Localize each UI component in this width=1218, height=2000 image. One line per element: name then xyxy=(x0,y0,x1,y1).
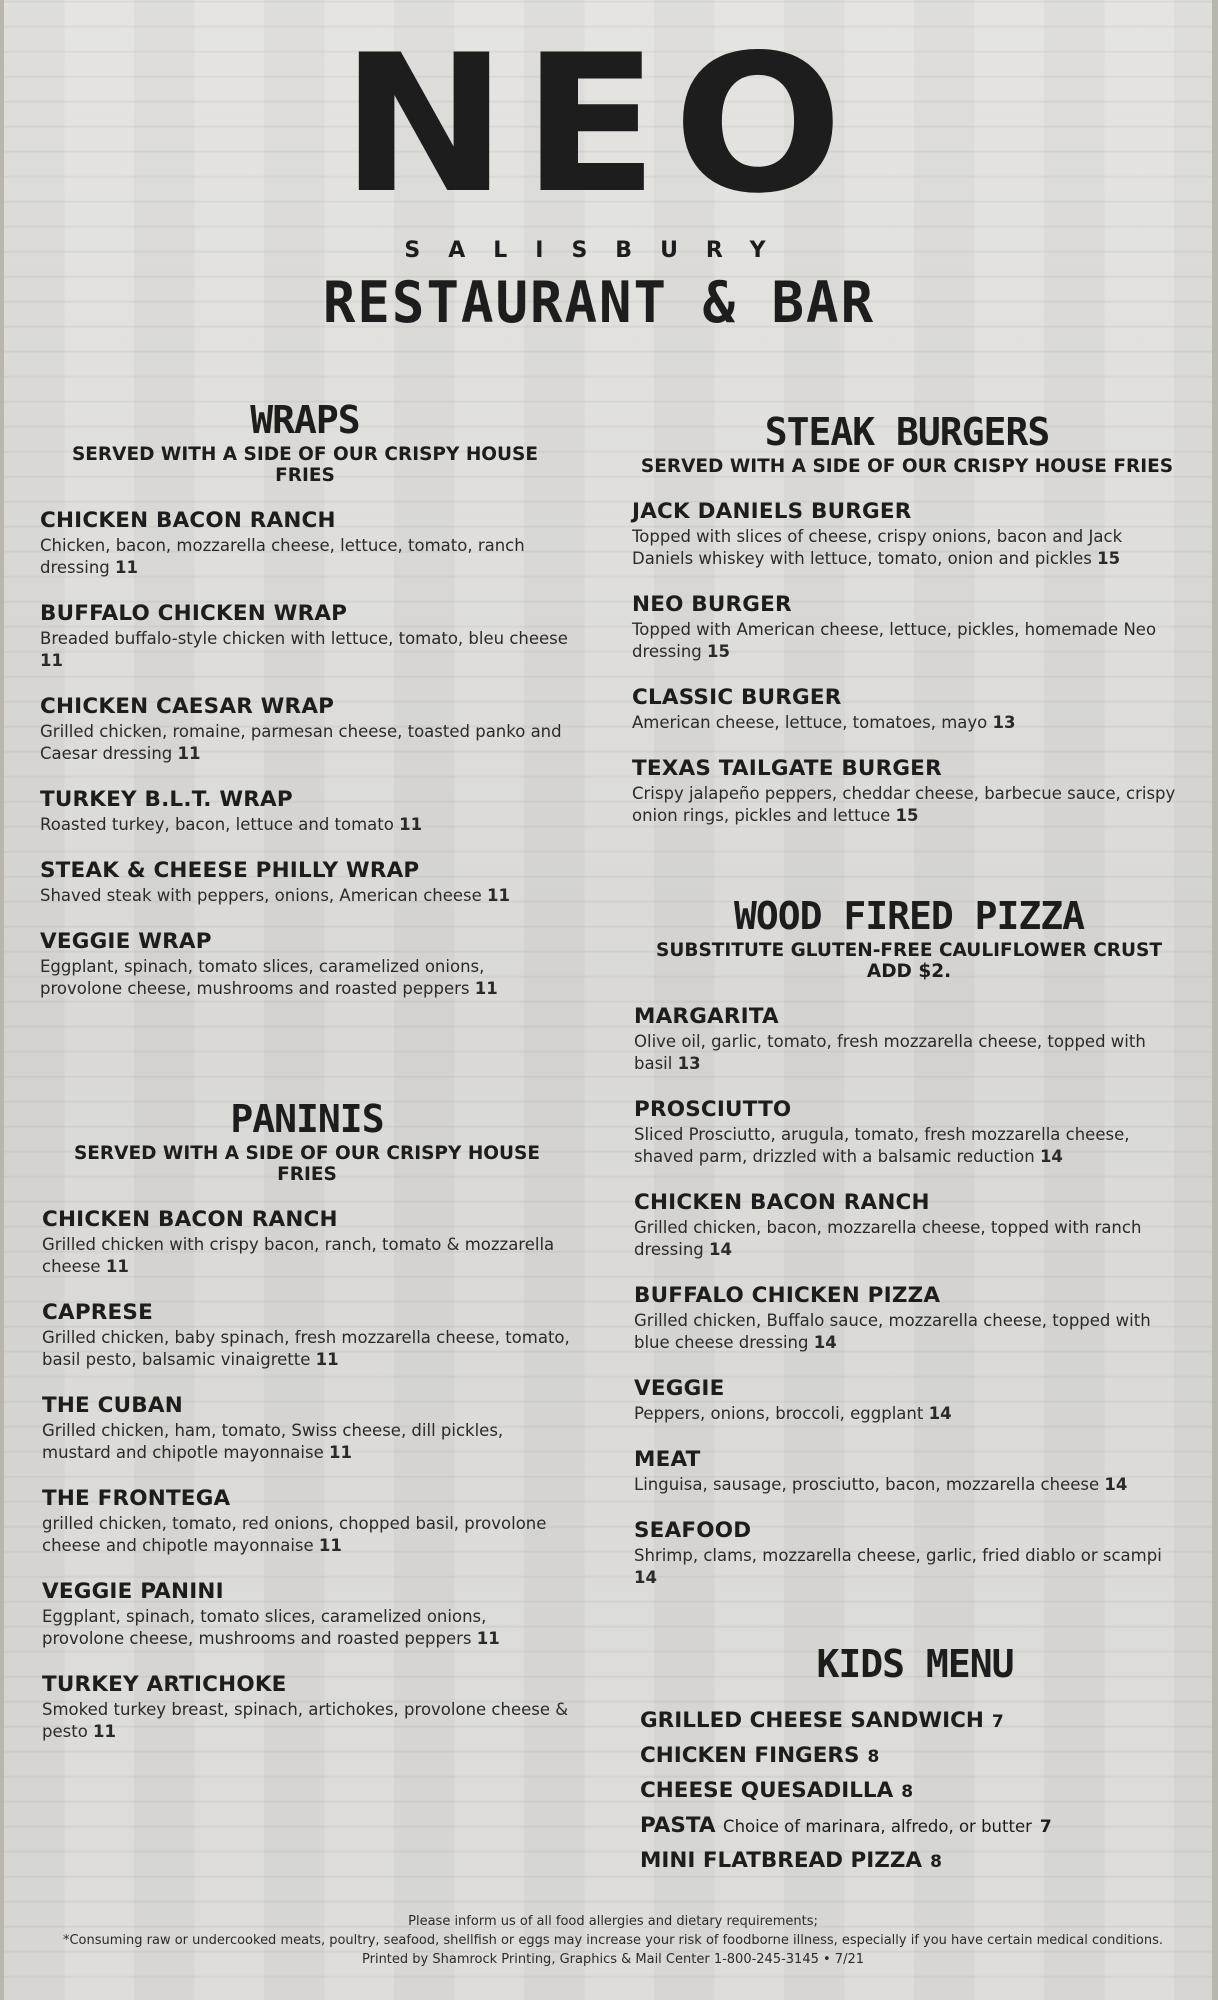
menu-item xyxy=(634,1518,1184,1589)
paninis-section xyxy=(42,1097,572,1743)
menu-item-description xyxy=(634,1403,1184,1425)
menu-item-desc-text: Grilled chicken, baby spinach, fresh mozzarella cheese, tomato, basil pesto, balsamic vinaigrette xyxy=(42,1328,570,1369)
menu-item-name: CAPRESE xyxy=(42,1300,153,1325)
menu-item-desc-text: Grilled chicken, ham, tomato, Swiss cheese, dill pickles, mustard and chipotle mayonnaise xyxy=(42,1421,504,1462)
menu-item-name: BUFFALO CHICKEN PIZZA xyxy=(634,1283,941,1308)
pizza-list xyxy=(634,1004,1184,1589)
menu-item-name: TURKEY B.L.T. WRAP xyxy=(40,787,293,812)
menu-item-name: MARGARITA xyxy=(634,1004,779,1029)
menu-item-name: CHICKEN CAESAR WRAP xyxy=(40,694,335,719)
menu-item-price: 13 xyxy=(677,1054,701,1073)
menu-item-price: 11 xyxy=(177,744,201,763)
menu-item-desc-text: American cheese, lettuce, tomatoes, mayo xyxy=(632,713,988,732)
menu-item-description xyxy=(632,712,1182,734)
menu-item-name: MEAT xyxy=(634,1447,701,1472)
section-title: KIDS MENU xyxy=(816,1642,1014,1686)
menu-item-desc-text: Grilled chicken, romaine, parmesan cheese, toasted panko and Caesar dressing xyxy=(40,722,562,763)
menu-item-name: THE CUBAN xyxy=(42,1393,183,1418)
menu-item-name: TEXAS TAILGATE BURGER xyxy=(632,756,942,781)
menu-item xyxy=(40,601,570,672)
section-subtitle: SERVED WITH A SIDE OF OUR CRISPY HOUSE FRIES xyxy=(640,456,1174,477)
menu-item-desc-text: Eggplant, spinach, tomato slices, caramelized onions, provolone cheese, mushrooms and roasted peppers xyxy=(42,1607,487,1648)
menu-item-price: 13 xyxy=(992,713,1016,732)
menu-item-description xyxy=(632,783,1182,827)
menu-item xyxy=(632,685,1182,734)
menu-item-desc-text: Chicken, bacon, mozzarella cheese, lettuce, tomato, ranch dressing xyxy=(40,536,525,577)
kids-menu-item xyxy=(640,1774,1190,1809)
menu-item-name: VEGGIE WRAP xyxy=(40,929,212,954)
menu-item-desc-text: Roasted turkey, bacon, lettuce and tomato xyxy=(40,815,394,834)
menu-item-price: 11 xyxy=(315,1350,339,1369)
menu-item-price: 11 xyxy=(93,1722,117,1741)
menu-item-name: THE FRONTEGA xyxy=(42,1486,231,1511)
menu-item xyxy=(634,1097,1184,1168)
footer-printer-credit: Printed by Shamrock Printing, Graphics & Mail Center 1-800-245-3145 • 7/21 xyxy=(362,1952,864,1967)
menu-item xyxy=(40,929,570,1000)
menu-item xyxy=(632,592,1182,663)
menu-item-price: 11 xyxy=(474,979,498,998)
kids-item-price: 7 xyxy=(991,1712,1004,1732)
menu-item-description xyxy=(40,628,570,672)
menu-item xyxy=(634,1283,1184,1354)
menu-item xyxy=(42,1207,572,1278)
kids-menu-item xyxy=(640,1809,1190,1844)
menu-item-desc-text: Crispy jalapeño peppers, cheddar cheese, barbecue sauce, crispy onion rings, pickles and lettuce xyxy=(632,784,1176,825)
wraps-list xyxy=(40,508,570,1000)
menu-item xyxy=(40,787,570,836)
menu-item-description xyxy=(42,1327,572,1371)
menu-item-description xyxy=(40,956,570,1000)
menu-item-description xyxy=(634,1031,1184,1075)
menu-item-price: 11 xyxy=(105,1257,129,1276)
menu-item-description xyxy=(40,721,570,765)
section-subtitle: SUBSTITUTE GLUTEN-FREE CAULIFLOWER CRUST ADD $2. xyxy=(656,940,1162,982)
menu-item-desc-text: Breaded buffalo-style chicken with lettuce, tomato, bleu cheese xyxy=(40,629,568,648)
menu-item-desc-text: Grilled chicken, bacon, mozzarella cheese, topped with ranch dressing xyxy=(634,1218,1142,1259)
brand-city: SALISBURY xyxy=(404,238,794,263)
menu-item xyxy=(632,499,1182,570)
menu-item-description xyxy=(42,1420,572,1464)
menu-item-price: 11 xyxy=(40,651,63,670)
burgers-section xyxy=(632,410,1182,827)
menu-item-desc-text: Topped with American cheese, lettuce, pickles, homemade Neo dressing xyxy=(632,620,1157,661)
menu-item-description xyxy=(632,619,1182,663)
pizza-section xyxy=(634,894,1184,1589)
menu-item-name: STEAK & CHEESE PHILLY WRAP xyxy=(40,858,420,883)
menu-item-description xyxy=(634,1124,1184,1168)
menu-item xyxy=(42,1300,572,1371)
menu-item xyxy=(634,1190,1184,1261)
menu-item-description xyxy=(42,1699,572,1743)
kids-item-price: 8 xyxy=(901,1782,914,1802)
menu-item-description xyxy=(40,814,570,836)
kids-item-price: 8 xyxy=(867,1747,880,1767)
section-title: STEAK BURGERS xyxy=(764,410,1050,454)
kids-item-name: GRILLED CHEESE SANDWICH xyxy=(640,1708,984,1733)
menu-item-name: NEO BURGER xyxy=(632,592,792,617)
brand-header xyxy=(4,14,1194,336)
menu-item-name: CHICKEN BACON RANCH xyxy=(42,1207,338,1232)
menu-item-price: 11 xyxy=(115,558,138,577)
menu-item xyxy=(634,1447,1184,1496)
menu-item-description xyxy=(42,1606,572,1650)
menu-item-price: 11 xyxy=(476,1629,500,1648)
menu-item-name: TURKEY ARTICHOKE xyxy=(42,1672,287,1697)
menu-item-price: 14 xyxy=(928,1404,952,1423)
kids-item-price: 8 xyxy=(930,1852,942,1872)
kids-list xyxy=(640,1704,1190,1879)
kids-item-price: 7 xyxy=(1039,1817,1052,1837)
menu-item-price: 14 xyxy=(1104,1475,1128,1494)
menu-item-price: 14 xyxy=(709,1240,732,1259)
kids-section xyxy=(640,1642,1190,1879)
menu-item-price: 15 xyxy=(707,642,730,661)
menu-item xyxy=(42,1672,572,1743)
menu-item xyxy=(42,1579,572,1650)
menu-item xyxy=(632,756,1182,827)
menu-item xyxy=(40,694,570,765)
menu-item-desc-text: Olive oil, garlic, tomato, fresh mozzarella cheese, topped with basil xyxy=(634,1032,1146,1073)
kids-menu-item xyxy=(640,1844,1190,1879)
menu-item-description xyxy=(40,885,570,907)
menu-item-price: 11 xyxy=(318,1536,342,1555)
menu-item-name: BUFFALO CHICKEN WRAP xyxy=(40,601,348,626)
footer-allergy-note: Please inform us of all food allergies and dietary requirements; xyxy=(408,1914,818,1929)
section-title: WOOD FIRED PIZZA xyxy=(733,894,1085,938)
paninis-list xyxy=(42,1207,572,1743)
section-title: WRAPS xyxy=(250,398,360,442)
menu-item-description xyxy=(40,535,570,579)
menu-item-desc-text: Grilled chicken, Buffalo sauce, mozzarella cheese, topped with blue cheese dressing xyxy=(634,1311,1151,1352)
menu-item xyxy=(42,1486,572,1557)
menu-item xyxy=(634,1376,1184,1425)
menu-item-desc-text: Sliced Prosciutto, arugula, tomato, fresh mozzarella cheese, shaved parm, drizzled with a balsamic reduction xyxy=(634,1125,1130,1166)
footer xyxy=(4,1912,1218,1969)
menu-item-name: CHICKEN BACON RANCH xyxy=(40,508,336,533)
menu-item-price: 15 xyxy=(1097,549,1121,568)
wraps-section xyxy=(40,398,570,1000)
burgers-list xyxy=(632,499,1182,827)
menu-item-name: JACK DANIELS BURGER xyxy=(632,499,912,524)
menu-item-price: 15 xyxy=(895,806,919,825)
menu-item-description xyxy=(632,526,1182,570)
kids-item-description: Choice of marinara, alfredo, or butter xyxy=(723,1817,1032,1836)
menu-item-desc-text: Shaved steak with peppers, onions, American cheese xyxy=(40,886,482,905)
menu-item-desc-text: Linguisa, sausage, prosciutto, bacon, mozzarella cheese xyxy=(634,1475,1100,1494)
menu-item-name: CHICKEN BACON RANCH xyxy=(634,1190,930,1215)
menu-item-description xyxy=(634,1474,1184,1496)
menu-item-desc-text: Topped with slices of cheese, crispy onions, bacon and Jack Daniels whiskey with lettuce, tomato, onion and pickles xyxy=(632,527,1123,568)
menu-item-description xyxy=(634,1310,1184,1354)
menu-item-description xyxy=(42,1513,572,1557)
menu-item-price: 11 xyxy=(399,815,423,834)
menu-item-desc-text: Peppers, onions, broccoli, eggplant xyxy=(634,1404,924,1423)
footer-consumer-advisory: *Consuming raw or undercooked meats, poultry, seafood, shellfish or eggs may increase your risk of foodborne illness, especially if you have certain medical conditions. xyxy=(62,1933,1164,1948)
menu-item-name: VEGGIE xyxy=(634,1376,725,1401)
kids-menu-item xyxy=(640,1704,1190,1739)
section-subtitle: SERVED WITH A SIDE OF OUR CRISPY HOUSE FRIES xyxy=(71,444,539,486)
kids-item-name: PASTA xyxy=(640,1813,716,1838)
kids-item-name: MINI FLATBREAD PIZZA xyxy=(640,1848,923,1873)
menu-item-desc-text: Smoked turkey breast, spinach, artichokes, provolone cheese & pesto xyxy=(42,1700,569,1741)
menu-item xyxy=(40,858,570,907)
menu-item xyxy=(634,1004,1184,1075)
menu-item-name: PROSCIUTTO xyxy=(634,1097,792,1122)
menu-item-price: 11 xyxy=(487,886,510,905)
menu-item-desc-text: Eggplant, spinach, tomato slices, caramelized onions, provolone cheese, mushrooms and roasted peppers xyxy=(40,957,485,998)
kids-item-name: CHICKEN FINGERS xyxy=(640,1743,860,1768)
menu-item-price: 14 xyxy=(813,1333,837,1352)
menu-item-name: CLASSIC BURGER xyxy=(632,685,842,710)
menu-item-name: VEGGIE PANINI xyxy=(42,1579,224,1604)
menu-item-description xyxy=(634,1217,1184,1261)
menu-page xyxy=(4,0,1212,2000)
menu-item-price: 11 xyxy=(329,1443,352,1462)
menu-item xyxy=(40,508,570,579)
section-title: PANINIS xyxy=(230,1097,384,1141)
menu-item-desc-text: Shrimp, clams, mozzarella cheese, garlic, fried diablo or scampi xyxy=(634,1546,1162,1565)
menu-item-desc-text: grilled chicken, tomato, red onions, chopped basil, provolone cheese and chipotle mayonnaise xyxy=(42,1514,547,1555)
menu-item-price: 14 xyxy=(634,1568,657,1587)
brand-subtitle: RESTAURANT & BAR xyxy=(322,269,876,336)
menu-item-name: SEAFOOD xyxy=(634,1518,752,1543)
brand-logo: NEO xyxy=(340,14,858,235)
menu-item-price: 14 xyxy=(1039,1147,1063,1166)
menu-item-description xyxy=(634,1545,1184,1589)
menu-item xyxy=(42,1393,572,1464)
menu-item-desc-text: Grilled chicken with crispy bacon, ranch, tomato & mozzarella cheese xyxy=(42,1235,555,1276)
kids-menu-item xyxy=(640,1739,1190,1774)
section-subtitle: SERVED WITH A SIDE OF OUR CRISPY HOUSE FRIES xyxy=(73,1143,541,1185)
menu-item-description xyxy=(42,1234,572,1278)
kids-item-name: CHEESE QUESADILLA xyxy=(640,1778,894,1803)
